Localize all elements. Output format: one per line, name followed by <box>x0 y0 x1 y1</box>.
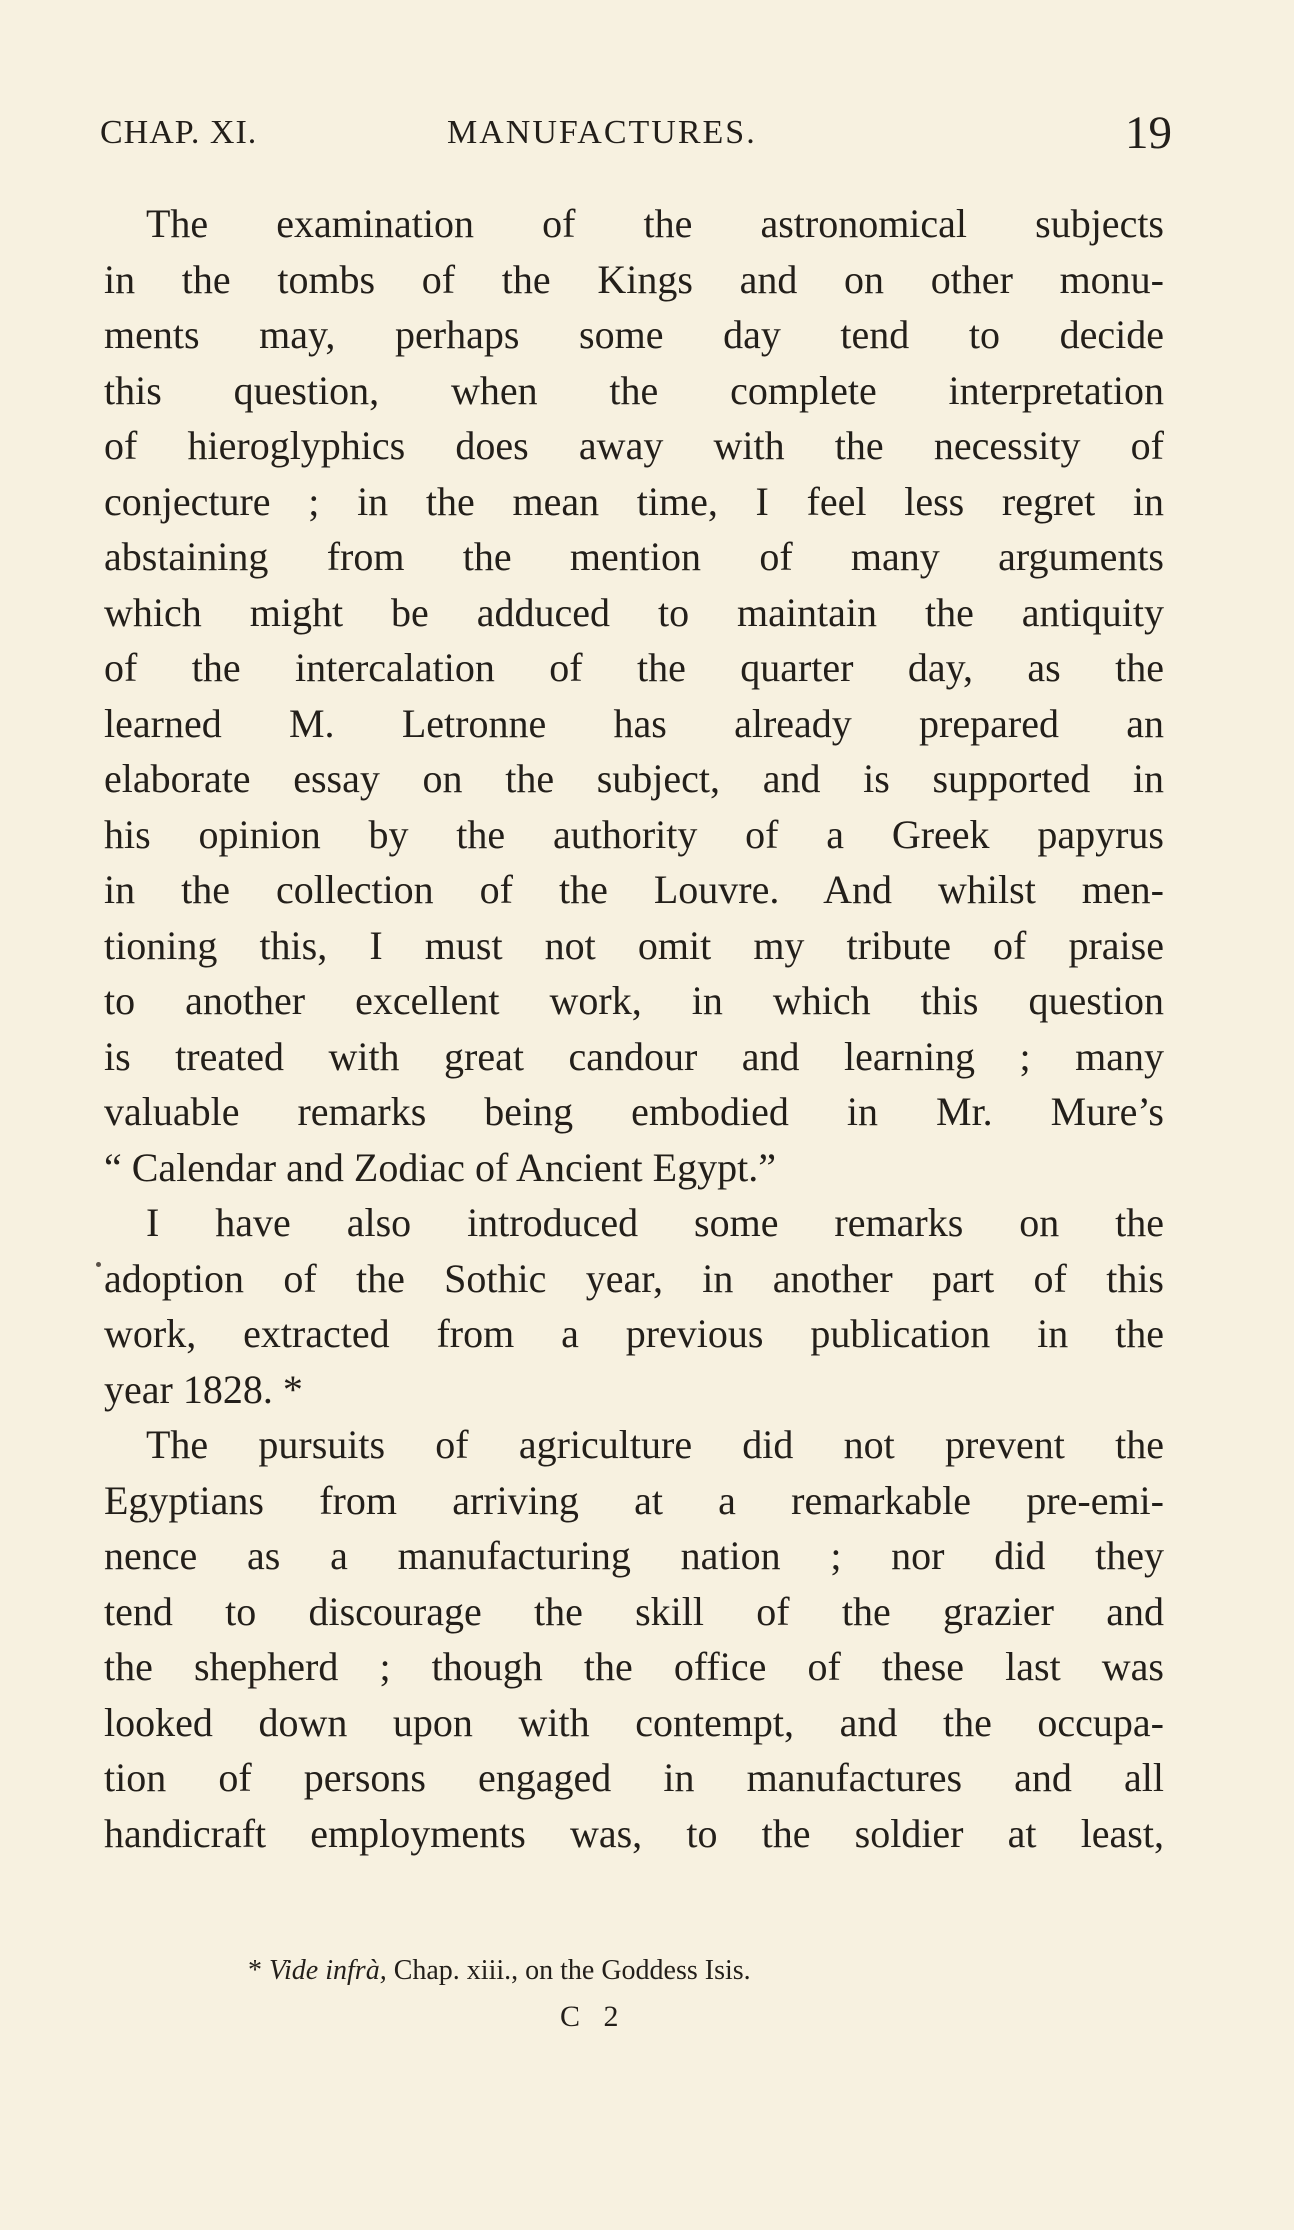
text-line: in the collection of the Louvre. And whilst men- <box>104 867 1164 912</box>
text-line: nence as a manufacturing nation ; nor did they <box>104 1533 1164 1578</box>
text-line: which might be adduced to maintain the antiquity <box>104 589 1164 635</box>
running-title: MANUFACTURES. <box>447 114 757 151</box>
text-line: in the tombs of the Kings and on other monu- <box>104 256 1164 302</box>
text-line: year 1828. * <box>104 1366 303 1412</box>
page-number: 19 <box>1125 107 1172 159</box>
signature-mark: C 2 <box>560 2000 627 2033</box>
text-line: handicraft employments was, to the soldier at least, <box>104 1810 1164 1856</box>
text-line: Egyptians from arriving at a remarkable pre-emi- <box>104 1477 1164 1523</box>
text-line: of the intercalation of the quarter day, as the <box>104 645 1164 690</box>
footnote-italic: Vide infrà, <box>269 1955 387 1986</box>
text-line: valuable remarks being embodied in Mr. Mure’s <box>104 1089 1164 1134</box>
margin-ink-dot <box>96 1262 101 1267</box>
text-line: work, extracted from a previous publication in the <box>104 1311 1164 1356</box>
text-line: conjecture ; in the mean time, I feel less regret in <box>104 478 1164 524</box>
text-line: his opinion by the authority of a Greek papyrus <box>104 811 1164 857</box>
text-line: the shepherd ; though the office of these last was <box>104 1644 1164 1689</box>
text-line: learned M. Letronne has already prepared an <box>104 700 1164 746</box>
text-line: “ Calendar and Zodiac of Ancient Egypt.” <box>104 1144 776 1190</box>
footnote-marker: * <box>248 1955 262 1986</box>
body-text <box>104 196 1164 1861</box>
text-line: elaborate essay on the subject, and is supported in <box>104 756 1164 801</box>
text-line: ments may, perhaps some day tend to decide <box>104 312 1164 357</box>
text-line: tion of persons engaged in manufactures and all <box>104 1755 1164 1800</box>
text-line: The pursuits of agriculture did not prevent the <box>146 1422 1164 1467</box>
footnote-text: Chap. xiii., on the Goddess Isis. <box>393 1955 751 1986</box>
text-line: The examination of the astronomical subjects <box>146 201 1164 246</box>
text-line: tioning this, I must not omit my tribute of praise <box>104 922 1164 968</box>
text-line: adoption of the Sothic year, in another part of this <box>104 1255 1164 1301</box>
text-line: this question, when the complete interpretation <box>104 367 1164 413</box>
footnote <box>248 1955 751 1987</box>
text-line: is treated with great candour and learning ; many <box>104 1033 1164 1079</box>
text-line: tend to discourage the skill of the grazier and <box>104 1588 1164 1634</box>
text-line: looked down upon with contempt, and the occupa- <box>104 1699 1164 1745</box>
chapter-label: CHAP. XI. <box>100 114 258 151</box>
text-line: abstaining from the mention of many arguments <box>104 534 1164 579</box>
text-line: of hieroglyphics does away with the necessity of <box>104 423 1164 468</box>
text-line: I have also introduced some remarks on the <box>146 1200 1164 1245</box>
text-line: to another excellent work, in which this question <box>104 978 1164 1023</box>
running-head <box>100 108 1172 168</box>
